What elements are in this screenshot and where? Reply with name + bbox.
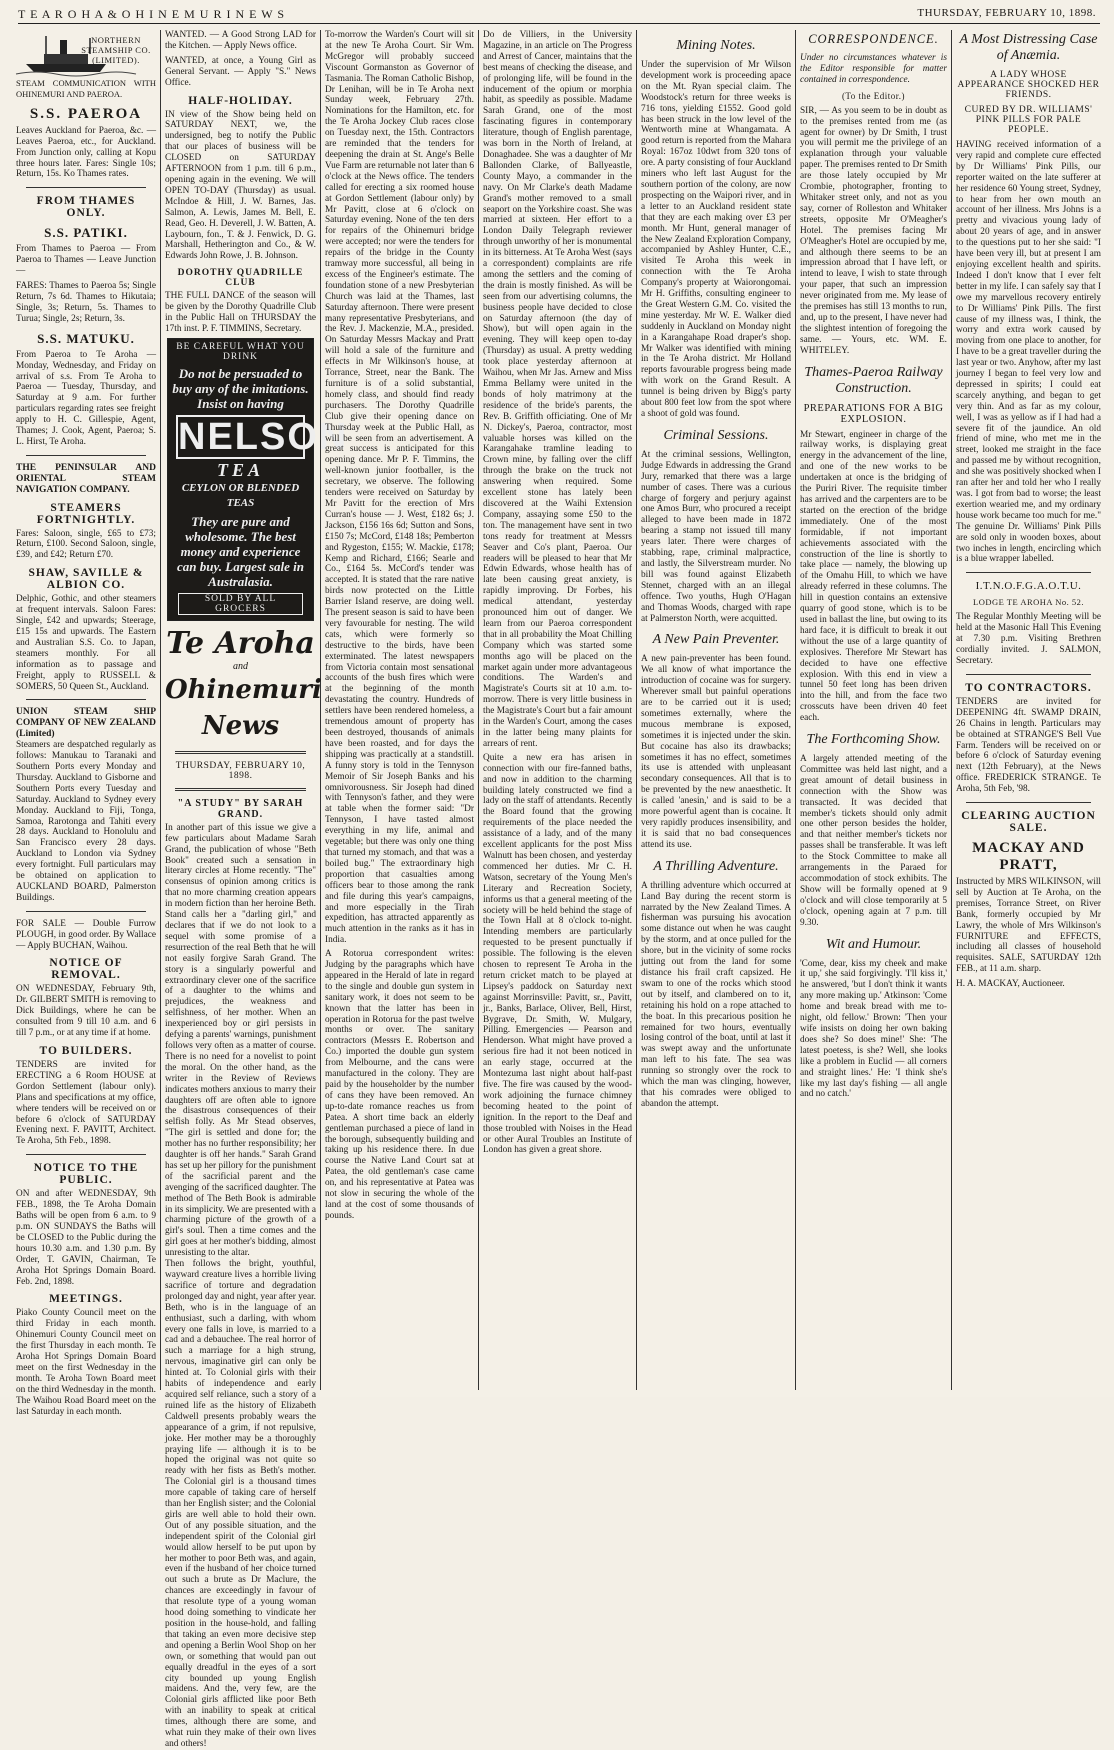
lodge-text: The Regular Monthly Meeting will be held at the Masonic Hall This Evening at 7.30 p.m. Visiting Brethren cordially invited. J. SALMON, Secretary. (956, 612, 1101, 666)
paeroa-heading: S.S. PAEROA (29, 105, 143, 122)
column-3 (325, 30, 474, 1390)
nelson-top: BE CAREFUL WHAT YOU DRINK (176, 341, 305, 362)
shaw-heading: SHAW, SAVILLE & ALBION CO. (28, 567, 144, 592)
column-6 (800, 30, 947, 1390)
steam-communication: STEAM COMMUNICATION WITH OHINEMURI AND PAEROA. (16, 78, 156, 99)
masthead (165, 625, 322, 744)
fortnightly-text: Fares: Saloon, single, £65 to £73; Return, £100. Second Saloon, single, £39, and £42; Return £70. (16, 528, 156, 561)
nelson-pure: They are pure and wholesome. The best money and experience can buy. Largest sale in Australasia. (177, 513, 304, 589)
wanted-servant: WANTED, at once, a Young Girl as General Servant. — Apply "S." News Office. (165, 55, 316, 88)
preventer-text: A new pain-preventer has been found. We all know of what importance the introduction of cocaine was for surgery. Wherever small but painful operations are to be carried out it is used; sometimes externally, where the mucous membrane is exposed, sometimes it is injected under the skin. But cocaine has also its drawbacks; sometimes it has no effect, sometimes its use is attended with unpleasant secondary consequences. All that is to be prevented by the new anaesthetic. It is called 'anesin,' and is said to be a more powerful agent than is cocaine. It very rapidly produces insensibility, and it is said that no bad consequences attend its use. (641, 654, 791, 850)
mining-text: Under the supervision of Mr Wilson development work is proceeding apace on the Mt. Ryan special claim. The Woodstock's return for three weeks is 716 tons, yielding £1552. Good gold has been struck in the low level of the Wentworth mine at Whangamata. A good return is reported from the Mahara Royal: 167oz 10dwt from 320 tons of ore. A party consisting of four Auckland miners who left last August for the southern portion of the colony, are now prospecting on the Waipori river, and in a letter to an Auckland resident state that they are each making over £3 per month. Mr Hunt, general manager of the New Zealand Exploration Company, accompanied by Ashley Hunter, C.E., visited Te Aroha this week in connection with the Te Aroha Company's property at Waiorongomai. Mr H. Griffiths, consulting engineer to the Great Western G.M. Co. visited the mine yesterday. Mr W. E. Walker died suddenly in Auckland on Monday night in a Karangahape Road draper's shop. Mr Walker was identified with mining in the Te Aroha district. Mr Holland reports favourable progress being made with work on the Grand Result. A tunnel is being driven by Bigg's party about 800 feet low from the spot where a shoot of gold was found. (641, 60, 791, 419)
nelson-sold: SOLD BY ALL GROCERS (178, 593, 303, 615)
nelson-warning: Do not be persuaded to buy any of the imitations. Insist on having (172, 365, 309, 411)
dorothy-text: THE FULL DANCE of the season will be given by the Dorothy Quadrille Club in the Public Hall on THURSDAY the 17th inst. P. F. TIMMINS, Secretary. (165, 291, 316, 334)
thrilling-text: A thrilling adventure which occurred at Land Bay during the recent storm is narrated by the New Zealand Times. A fisherman was pursuing his avocation some distance out when he was caught by the storm, and at once pulled for the shore, but in the vicinity of some rocks jutting out from the land for some distance his frail craft capsized. He swam to one of the rocks which stood out by itself, and clambered on to it, retaining his hold on a rope attached to the boat. In this precarious position he remained for two hours, eventually losing control of the boat, until at last it was swept away and the unfortunate man left to his fate. The sea was running so strongly over the rock to which the man was clinging, however, that his comrades were obliged to abandon the attempt. (641, 880, 791, 1109)
show-text: A largely attended meeting of the Committee was held last night, and a great amount of detail business in connection with the Show was transacted. It was decided that member's tickets should only admit one other person besides the holder, and that neither member's tickets nor passes shall be transferable. It was left to the Stock Committee to make all arrangements in the Paraed for accommodation of stock exhibits. The Show will be formally opened at 9 o'clock and will close temporarily at 5 o'clock, opening again at 7 p.m. till 9.30. (800, 754, 947, 928)
letter-text: SIR, — As you seem to be in doubt as to the premises rented from me (as agent for owner) by Dr Smith, I trust you will permit me the privilege of an explanation through your valuable paper. The premises rented to Dr Smith are those lately occupied by Mr Crombie, photographer, fronting to Whitaker street only, and not as you say, corner of Rolleston and Whitaker streets, opposite Mr O'Meagher's Hotel. The premises facing Mr O'Meagher's Hotel are occupied by me, and although there seems to be an impression abroad that I have left, or intend to leave, I wish to state through your paper, that such an impression never originated from me. My lease of the premises has still 13 months to run, and, up to the present, I have never had the slightest intention of foregoing the same. — Yours, etc. WM. E. WHITELEY. (800, 105, 947, 356)
removal-text: ON WEDNESDAY, February 9th, Dr. GILBERT SMITH is removing to Dick Buildings, where he can be consulted from 9 till 10 a.m. and 6 till 7 p.m., or at any time if at home. (16, 984, 156, 1039)
auctioneer: H. A. MACKAY, Auctioneer. (956, 979, 1065, 990)
dorothy-heading: DOROTHY QUADRILLE CLUB (177, 268, 304, 289)
column-4 (483, 30, 632, 1390)
header-date: THURSDAY, FEBRUARY 10, 1898. (917, 7, 1096, 19)
patiki-text: From Thames to Paeroa — From Paeroa to Thames — Leave Junction — (16, 244, 156, 277)
cured-subheading: CURED BY DR. WILLIAMS' PINK PILLS FOR PALE PEOPLE. (964, 105, 1093, 135)
wanted-lad: WANTED. — A Good Strong LAD for the Kitchen. — Apply News office. (165, 30, 316, 51)
local-news-more: A Rotorua correspondent writes: Judging by the paragraphs which have appeared in the Herald of late in regard to the single and double gun system in sanitary work, it does not seem to be known that the latter has been in operation in Rotorua for the past twelve months or over. The sanitary contractors (Messrs E. Robertson and Co.) imported the double gun system from Melbourne, and the cans were manufactured in the colony. They are paid by the householder by the number of cans they have been removed. An up-to-date romance reaches us from Patea. A short time back an elderly gentleman purchased a piece of land in the borough, subsequently building and taking up his residence there. In due course the Native Land Court sat at Patea, the old gentleman's case came on, and his representative at Patea was not slow in securing the whole of the land at the cost of some thousands of pounds. (325, 949, 474, 1221)
correspondence-heading: CORRESPONDENCE. (808, 32, 939, 46)
study-heading: "A STUDY" BY SARAH GRAND. (177, 797, 304, 820)
union-heading: UNION STEAM SHIP COMPANY OF NEW ZEALAND (Limited) (16, 707, 156, 740)
column-2 (165, 30, 349, 1749)
patiki-heading: S.S. PATIKI. (44, 225, 128, 241)
masthead-te-aroha: Te Aroha (166, 625, 315, 661)
matuku-text: From Paeroa to Te Aroha — Monday, Wednesday, and Friday on arrival of s.s. From Te Aroha to Paeroa — Tuesday, Thursday, and Saturday at 9 a.m. For further particulars regarding rates see freight apply to H. C. Gillespie, Agent, Thames; J. Cook, Agent, Paeroa; S. L. Hirst, Te Aroha. (16, 349, 156, 447)
column-rule (478, 30, 479, 1390)
meetings-heading: MEETINGS. (49, 1293, 123, 1306)
masthead-ohinemuri: Ohinemuri News (165, 674, 322, 741)
builders-text: TENDERS are invited for ERECTING a 6 Room HOUSE at Gordon Settlement (labour only). Plans and specifications at my office, where tenders will be received on or before 6 o'clock of SATURDAY Evening next. F. PAVITT, Architect. Te Aroha, 5th Feb., 1898. (16, 1060, 156, 1147)
column-rule (951, 30, 952, 1390)
matuku-heading: S.S. MATUKU. (37, 330, 135, 346)
fortnightly-heading: STEAMERS FORTNIGHTLY. (36, 501, 136, 526)
thrilling-heading: A Thrilling Adventure. (653, 858, 779, 874)
meetings-text: Piako County Council meet on the third Friday in each month. Ohinemuri County Council meet on the first Thursday in each month. Te Aroha Hot Springs Domain Board meet on the first Wednesday in the month. Te Aroha Town Board meet on the third Wednesday in the month. The Waihou Road Board meet on the last Saturday in each month. (16, 1308, 156, 1417)
nelson-sub: CEYLON OR BLENDED TEAS (181, 481, 300, 509)
column-rule (160, 30, 161, 1390)
pink-pills-text: HAVING received information of a very rapid and complete cure effected by Dr Williams' Pink Pills, our reporter waited on the late sufferer at her residence 60 Young street, Sydney, to hear from her own mouth an account of her illness. Mrs Johns is a pretty and vivacious young lady of about 20 years of age, and in answer to the questions put to her she said: "I have been very ill, but at present I am enjoying excellent health and spirits. Indeed I don't know that I ever felt better in my life. I can safely say that I owe my marvellous recovery entirely to Dr Williams' Pink Pills. The first cause of my illness was, I think, the worry and extra work caused by moving from one place to another, for I have to be a great traveller during the last year or two. Anyhow, after my last journey I began to feel very low and depressed in spirits; I could eat scarcely anything, and began to get very thin. And as far as my colour, well, I was as yellow as if I had had a severe fit of the jaundice. An old friend of mine, who met me in the street, looked me straight in the face and passed me by without recognition, and she was positively shocked when I ran after her and told her who I really was. I got from bad to worse; the least exertion wearied me, and my ordinary house work became too much for me." The genuine Dr. Williams' Pink Pills are sold only in wooden boxes, about two inches in length, encircling which is a blue wrapper labelled. (956, 140, 1101, 565)
lady-subheading: A LADY WHOSE APPEARANCE SHOCKED HER FRIENDS. (957, 70, 1100, 100)
anaemia-heading: A Most Distressing Case of Anæmia. (959, 32, 1098, 63)
nelson-tea: TEA (216, 459, 264, 480)
public-heading: NOTICE TO THE PUBLIC. (33, 1162, 139, 1187)
lodge-number: LODGE TE AROHA No. 52. (973, 597, 1084, 608)
preventer-heading: A New Pain Preventer. (652, 632, 780, 648)
news-text: Do de Villiers, in the University Magazine, in an article on The Progress and Arrest of Cancer, maintains that the best means of checking the disease, and of prolonging life, will be found in the inducement of the opium or morphia habit, as speedily as possible. Madame Sarah Grand, one of the most fascinating figures in contemporary literature, though of English parentage, was born in the North of Ireland, at Donaghadee. She was a daughter of Mr Ballonden Clarke, of Ballyeastle, County Mayo, a commander in the navy. On Mr Clarke's death Madame Grand's mother removed to a small seaport on the Yorkshire coast. She was married at sixteen. Her effort to a London Daily Telegraph reviewer through unworthy of her is monumental in its bitterness. At Te Aroha West (says a correspondent) complaints are rife among the settlers and the coming of the drain is mostly finished. As will be seen from our advertising columns, the business people have decided to close on Saturday afternoon (the day of Show), but will open again in the evening. They will keep open to-day (Thursday) as usual. A pretty wedding took place yesterday afternoon at Waihou, when Mr Jas. Arnew and Miss Emma Bellamy were united in the bonds of holy matrimony at the residence of the bride's parents, the Rev. B. Griffith officiating. One of Mr N. Dickey's, Paeroa, contractor, most valuable horses was killed on the Karangahake tramline leading to Crown mine, by falling over the cliff through the brake on the truck not answering when required. Some excellent stone has lately been discovered at the Waihi Extension Company, assaying some £50 to the ton. The management have sent in two tons ready for treatment at Messrs Seaver and Co's plant, Paeroa. Our readers will be pleased to hear that Mr Edwin Edwards, whose health has of late been causing great anxiety, is rapidly improving. Dr Forbes, his medical attendant, yesterday pronounced him out of danger. We learn from our Paeroa correspondent that in all probability the Moat Chilling Company which was started some months ago will be placed on the market again under more advantageous conditions. The Warden's and Magistrate's Courts sit at 10 a.m. to-morrow. There is very little business in the Magistrate's Court but a fair amount in the Warden's Court, among the cases in the latter being many plaints for arrears of rent. (483, 30, 632, 749)
forsale-text: FOR SALE — Double Furrow PLOUGH, in good order. By Wallace — Apply BUCHAN, Waihou. (16, 918, 156, 951)
criminal-text: At the criminal sessions, Wellington, Judge Edwards in addressing the Grand Jury, remarked that there was a large number of cases. There was a curious charge of forgery and perjury against one Amos Burr, who procured a receipt alleged to have been made in 1872 bearing a stamp not issued till many years later. There were charges of stabbing, rape, criminal malpractice, and lastly, the Silverstream murder. No bill was found against Elizabeth Stennet, charged with an an illegal offence. Two youths, Hugh O'Hagan and Thomas Woods, charged with rape at Palmerston North, were acquitted. (641, 449, 791, 624)
correspondence-note: Under no circumstances whatever is the Editor responsible for matter contained in correspondence. (800, 53, 947, 85)
railway-text: Mr Stewart, engineer in charge of the railway works, is displaying great energy in the advancement of the line, and one of the new works to be undertaken at once is the bridging of the Puriri River. The requisite timber has arrived and the carpenters are to be started on the erection of the bridge immediately. One of the most formidable, if not important achievements associated with the construction of the line is shortly to take place — namely, the blowing up of the Omahu Hill, to which we have already referred in these columns. The hill in question contains an extensive quarry of good stone, which is to be used in ballast the line, but owing to its hard face, it is difficult to break it out without the use of a large quantity of explosives. Therefore Mr Stewart has decided to have one effective explosion. With this end in view a tunnel 50 feet long has been driven into the hill, and from the face two crosscuts have been driven 40 feet each. (800, 429, 947, 724)
header-masthead: T E A R O H A & O H I N E M U R I N E W S (18, 7, 286, 21)
half-holiday-heading: HALF-HOLIDAY. (188, 94, 293, 107)
column-1 (16, 30, 156, 1417)
public-text: ON and after WEDNESDAY, 9th FEB., 1898, the Te Aroha Domain Baths will be open from 6 a.m. to 9 p.m. ON SUNDAYS the Baths will be CLOSED to the Public during the hours 10.30 a.m. and 1.30 p.m. By Order, T. GAVIN, Chairman, Te Aroha Hot Springs Domain Board. Feb. 2nd, 1898. (16, 1189, 156, 1287)
nelson-name: NELSON (178, 415, 349, 458)
fares-text: FARES: Thames to Paeroa 5s; Single Return, 7s 6d. Thames to Hikutaia; Single, 3s; Return, 5s. Thames to Turua; Single, 2s; Return, 3s. (16, 281, 156, 324)
column-5 (641, 30, 791, 1390)
page-header (18, 4, 1100, 24)
masthead-and: and (233, 660, 248, 672)
from-thames-heading: FROM THAMES ONLY. (36, 195, 136, 220)
removal-heading: NOTICE OF REMOVAL. (49, 957, 123, 982)
wit-heading: Wit and Humour. (825, 936, 922, 952)
builders-heading: TO BUILDERS. (39, 1045, 133, 1057)
column-7 (956, 30, 1101, 1390)
lodge-title: I.T.N.O.F.G.A.O.T.U. (975, 580, 1082, 593)
column-rule (320, 30, 321, 1390)
steamship-company-title: NORTHERN STEAMSHIP CO. (LIMITED). (81, 35, 151, 65)
issue-date: THURSDAY, FEBRUARY 10, 1898. (175, 760, 306, 781)
railway-heading: Thames-Paeroa Railway Construction. (804, 364, 943, 396)
wit-text: 'Come, dear, kiss my cheek and make it up,' she said forgivingly. 'I'll kiss it,' he answered, 'but I don't think it wants any more making up.' Atkinson: 'Come home and break bread with me to-night, old fellow.' Brown: 'Then your wife insists on doing her own baking does she? So does mine!' She: 'The latest poetess, is she? Well, she looks like a problem in Euclid — all corners and straight lines.' He: 'I think she's like my last day's fishing — all angle and no catch.' (800, 958, 947, 1100)
contractors-heading: TO CONTRACTORS. (965, 681, 1092, 694)
to-editor: (To the Editor.) (841, 90, 906, 101)
criminal-heading: Criminal Sessions. (663, 427, 769, 443)
news-more: Quite a new era has arisen in connection with our fire-fanned baths, and now in addition to the charming building lately constructed we find a lady on the staff of attendants. Recently the Board found that the growing requirements of the place needed the assistance of a lady, and of the many excellent applicants for the post Miss Walnutt has been chosen, and yesterday commenced her duties. Mr C. H. Watson, secretary of the Young Men's Literary and Recreation Society, informs us that a general meeting of the society will be held behind the stage of the Town Hall at 8 o'clock to-night. Intending members are particularly requested to be present punctually if possible. The following is the eleven chosen to represent Te Aroha in the return cricket match to be played at Lipsey's paddock on Saturday next against Morrinsville: Pavitt, sr., Pavitt, jr., Banks, Barlace, Oliver, Bell, Hirst, Bygrave, Dr. Smith, W. Mulgary, Pilling. Emergencies — Pearson and Henderson. What might have proved a serious fire had it not been noticed in an early stage, occurred at the Montezuma last night about half-past five. The fire was caused by the wood-work adjoining the furnace chimney becoming heated to the point of ignition. In the report to the Deaf and those troubled with Noises in the Head or other Aural Troubles an Institute of London has given a great shore. (483, 752, 632, 1156)
show-heading: The Forthcoming Show. (806, 732, 941, 748)
column-rule (636, 30, 637, 1390)
peninsular-heading: THE PENINSULAR AND ORIENTAL STEAM NAVIGATION COMPANY. (16, 462, 156, 495)
union-text: Steamers are despatched regularly as follows: Manukau to Taranaki and Southern Ports every Monday and Thursday. Auckland to Gisborne and Southern Ports every Tuesday and Saturday. Auckland to Sydney every Monday. Auckland to Fiji, Tonga, Samoa, Rarotonga and Tahiti every 28 days. Auckland to Honolulu and San Francisco every 28 days. Auckland to London via Sydney every fortnight. Full particulars may be obtained on application to AUCKLAND BOARD, Palmerston Buildings. (16, 740, 156, 903)
mining-heading: Mining Notes. (676, 38, 756, 53)
study-text: In another part of this issue we give a few particulars about Madame Sarah Grand, the publication of whose "Beth Book" created such a sensation in literary circles at Home recently. "The" consensus of opinion among critics is that no more charming creation appears in modern fiction than her heroine Beth. Stand calls her a "darling girl," and declares that if we do not look to a sequel with some promise of a resurrection of the real Beth that he will not easily forgive Sarah Grand. The story is a singularly powerful and extraordinary clever one of the sacrifice of a daughter to the whims and prejudices, the weakness and selfishness, of her mother. When an inexperienced boy or girl persists in defying a parents' warnings, punishment follows very often as a matter of course. There is no need for a novelist to point the moral. On the other hand, as the writer in the Review of Reviews indicates mothers anxious to marry their daughters off are often able to ignore the disastrous consequences of their selfish folly. As Mr Stead observes, "The girl is settled and done for; the mother has no further responsibility; her daughter is off her hands." Sarah Grand has set up her pillory for the punishment of the sacrificial parent and the avenging of the sacrificed daughter. The method of The Beth Book is admirable in its simplicity. We are presented with a charming picture of the growth of a girl's soul. Then a time comes and the girl goes at her mother's bidding, almost unresisting to the altar. (165, 822, 316, 1259)
nelson-tea-advert (167, 338, 349, 621)
mackay-heading: MACKAY AND PRATT, (972, 840, 1085, 874)
paeroa-text: Leaves Auckland for Paeroa, &c. — Leaves Paeroa, etc., for Auckland. From Junction only, calling at Kopu three hours later. Fares: Single 10s; Return, 15s. Ko Thames rates. (16, 125, 156, 180)
local-news-text: To-morrow the Warden's Court will sit at the new Te Aroha Court. Sir Wm. McGregor will probably succeed Viscount Gormanston as Governor of Tasmania. The Roman Catholic Bishop, Dr Lenihan, will be in Te Aroha next Sunday week, February 27th. Nominations for the Hamilton, etc. for the Te Aroha Jockey Club races close on Tuesday next, the 15th. Contractors are reminded that the tenders for deepening the drain at St. Ange's Belle Vue Farm are returnable not later than 6 o'clock at the News office. The tenders called for erecting a six roomed house at Gordon Settlement (labour only) by Mr Pavitt, close at 6 o'clock on Saturday evening. None of the ten ders for repairs of the Ohinemuri bridge were accepted; nor were the tenders for repairs of the bridge in the County tramway more successful, all being in excess of the Engineer's estimate. The foundation stone of a new Presbyterian Church was laid at the Thames, last Saturday afternoon. There were present many representative Presbyterians, and the Rev. J. Mackenzie, M.A., presided. On Saturday Messrs Mackay and Pratt will hold a sale of the furniture and effects in Mr Wilkinson's house, at Torrance, Street, near the Bank. The furniture is of a solid substantial, homely class, and should find ready purchasers. The Dorothy Quadrille Club give their opening dance on Thursday week at the Public Hall, as will be seen from an advertisement. A great success is anticipated for this opening dance. Mr P. F. Timmins, the well-known junior footballer, is the secretary, we observe. The following tenders were received on Saturday by Mr Pavitt for the erection of Mrs Curran's house — J. West, £182 6s; J. Jackson, £156 16s 6d; Sutton and Sons, £150 7s; McCord, £148 18s; Pemberton and Rygeston, £155; W. Mackie, £178; Kemp and Richard, £166; Searle and Co., £164 5s. McCord's tender was accepted. It is stated that the rare native birds now protected on the Little Barrier Island reserve, are doing well. The present season is said to have been very favourable for nesting. The wild cats, which were formerly so destructive to the birds, have been exterminated. The latest newspapers from Victoria contain most sensational accounts of the bush fires which were at the beginning of the month devastating the country. Hundreds of settlers have been rendered homeless, a tremendous amount of property has been destroyed, thousands of animals have been roasted, and for days the shipping was practically at a standstill. A funny story is told in the Tennyson Memoir of Sir Joseph Banks and his omnivorousness. Sir Joseph had dined with Tennyson's father, and they were at table when the former said: "Dr Tennyson, I have tasted almost everything in my life, animal and vegetable; but there was only one thing that turned my stomach, and that was a boiled bug." The extraordinary high proportion that casualties among officers bear to those among the rank and file during this year's campaigns, and more especially in the Tirah expedition, has attracted apparently as much attention in the ranks as it has in India. (325, 30, 474, 946)
shaw-text: Delphic, Gothic, and other steamers at frequent intervals. Saloon Fares: Single, £42 and upwards; Steerage, £15 15s and upwards. The Eastern and Australian S.S. Co. to Japan, steamers monthly. For all information as to passage and Freight, apply to RUSSELL & SOMERS, 50 Queen St., Auckland. (16, 594, 156, 692)
half-holiday-text: IN view of the Show being held on SATURDAY NEXT, we, the undersigned, beg to notify the Public that our places of business will be CLOSED on SATURDAY AFTERNOON from 1 p.m. till 6 p.m., opening again in the evening. We will OPEN TO-DAY (Thursday) as usual. McIndoe & Hill, J. W. Barnes, Jas. Salmon, A. Lewis, James M. Bell, E. Read, Geo. H. Deverell, J. W. Batten, A. Laybourn, fon., T. & J. Fenwick, D. G. Marshall, Hetherington and Co., & W. Edwards John Rowe, J. B. Johnson. (165, 109, 316, 262)
study-text-continued: Then follows the bright, youthful, wayward creature lives a horrible living sacrifice of torture and degradation prolonged day and night, year after year. Beth, who is in the language of an enthusiast, such a darling, with whom every one falls in love, is married to a cad and a debauchee. The real horror of such a marriage for a high strung, nervous, imaginative girl can only be hinted at. To Colonial girls with their habits of independence and early acquired self reliance, such a story of a ruined life as the history of Elizabeth Caldwell presents probably wears the appearance of a grim, if not repulsive, joke. Her mother may be a thoroughly praying life — although it is to be hoped the original was not quite so ready with her fists as Beth's mother. The Colonial girl is a thousand times more capable of taking care of herself than her English sister; and the Colonial girls are well able to hold their own. Out of any possible situation, and the independent spirit of the Colonial girl would allow herself to be put upon by her mother to poor Beth was, and again, even if the husband of her choice turned out such a brute as Dr Maclure, the chances are exceedingly in favour of that resolute type of a young woman hood doing something to vindicate her position in the house-hold, and falling that taking an even more decisive step and opening a Berlin Wool Shop on her own, or something that would pan out equally dreadful in the eyes of a sort city bounded up young English maidens. And the, very few, are the Colonial girls afflicted like poor Beth with an inability to speak at critical times, although there are some, and what ruin they make of their own lives and others! (165, 1259, 316, 1749)
contractors-text: TENDERS are invited for DEEPENING 4ft. SWAMP DRAIN, 26 Chains in length. Particulars may be obtained at STRANGE'S Bell Vue Farm. Tenders will be received on or before 6 o'clock of Saturday evening next (12th February), at the News office. FREDERICK STRANGE. Te Aroha, 5th Feb, '98. (956, 696, 1101, 795)
mackay-text: Instructed by MRS WILKINSON, will sell by Auction at Te Aroha, on the premises, Torrance Street, on River Bank, formerly occupied by Mr Lawry, the whole of Mrs Wilkinson's FURNITURE and EFFECTS, including all classes of household requisites. SALE, SATURDAY 12th FEB., at 11 a.m. sharp. (956, 877, 1101, 975)
railway-subheading: PREPARATIONS FOR A BIG EXPLOSION. (803, 402, 944, 425)
clearing-heading: CLEARING AUCTION SALE. (961, 810, 1096, 835)
column-rule (795, 30, 796, 1390)
